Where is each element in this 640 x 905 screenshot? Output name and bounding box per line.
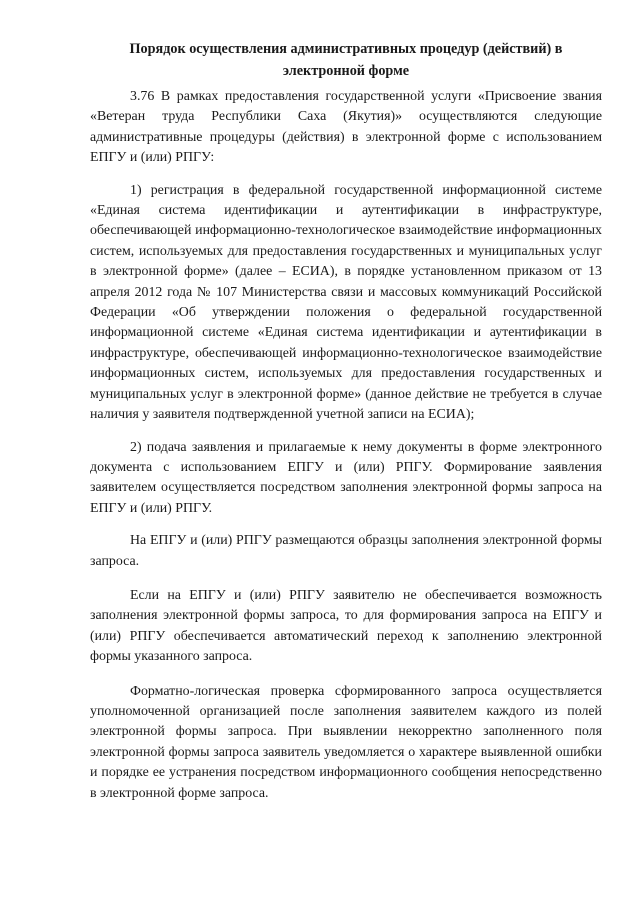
paragraph-auto-transition: Если на ЕПГУ и (или) РПГУ заявителю не обеспечивается возможность заполнения электронной формы запроса, то для формирования запроса на ЕПГУ и (или) РПГУ обеспечивается автоматический переход к заполнению электронной формы указанного запроса. <box>90 587 602 665</box>
page-title: Порядок осуществления административных процедур (действий) в электронной форме <box>129 41 563 79</box>
paragraph-item-2: 2) подача заявления и прилагаемые к нему документы в форме электронного документа с использованием ЕПГУ и (или) РПГУ. Формирование заявления заявителем осуществляется посредством заполнения электронной формы запроса на ЕПГУ и (или) РПГУ. <box>90 439 602 516</box>
paragraph-samples: На ЕПГУ и (или) РПГУ размещаются образцы заполнения электронной формы запроса. <box>90 533 602 569</box>
paragraph-validation: Форматно-логическая проверка сформированного запроса осуществляется уполномоченной организацией после заполнения заявителем каждого из полей электронной формы запроса. При выявлении некорректно заполненного поля электронной формы запроса заявитель уведомляется о характере выявленной ошибки и порядке ее устранения посредством информационного сообщения непосредственно в электронной форме запроса. <box>90 683 602 801</box>
paragraph-intro: 3.76 В рамках предоставления государственной услуги «Присвоение звания «Ветеран труда Республики Саха (Якутия)» осуществляются следующие административные процедуры (действия) в электронной форме с использованием ЕПГУ и (или) РПГУ: <box>90 89 602 166</box>
paragraph-item-1: 1) регистрация в федеральной государственной информационной системе «Единая система идентификации и аутентификации в инфраструктуре, обеспечивающей информационно-технологическое взаимодействие информационных систем, используемых для предоставления государственных и муниципальных услуг в электронной форме» (далее – ЕСИА), в порядке установленном приказом от 13 апреля 2012 года № 107 Министерства связи и массовых коммуникаций Российской Федерации «Об утверждении положения о федеральной государственной информационной системе «Единая система идентификации и аутентификации в инфраструктуре, обеспечивающей информационно-технологическое взаимодействие информационных систем, используемых для предоставления государственных и муниципальных услуг в электронной форме» (данное действие не требуется в случае наличия у заявителя подтвержденной учетной записи на ЕСИА); <box>90 182 602 423</box>
